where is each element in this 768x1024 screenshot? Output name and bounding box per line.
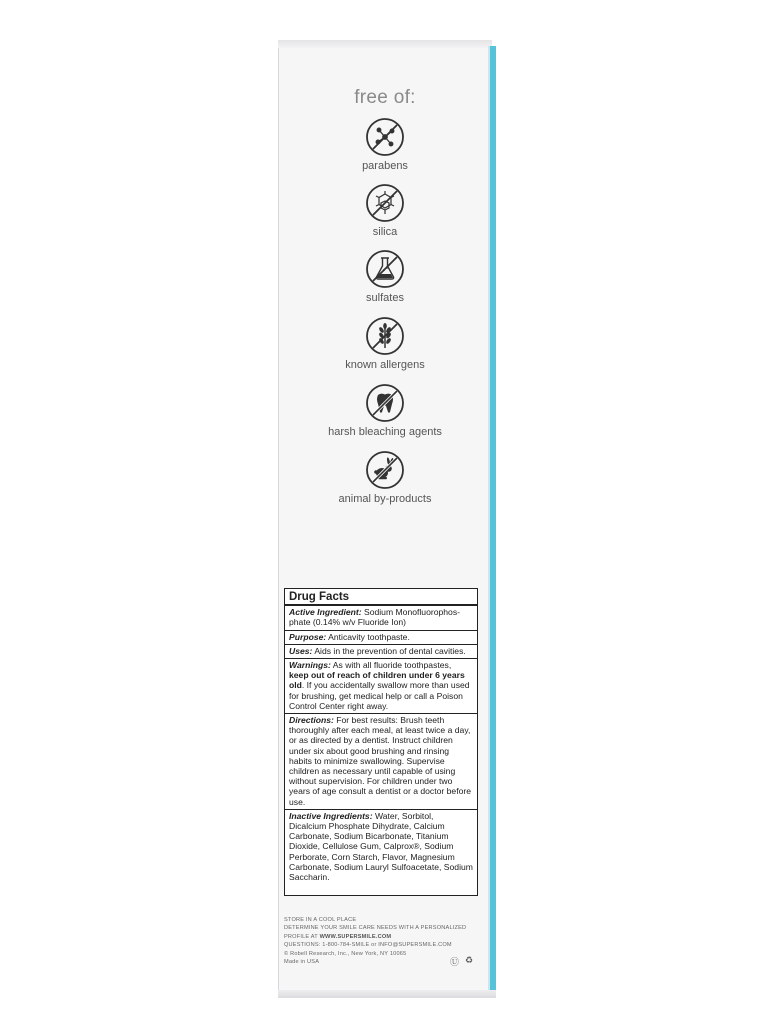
feature-label: sulfates: [366, 292, 404, 304]
active-ingredient-text: Sodium Monofluorophos- phate (0.14% w/v Fluoride Ion): [289, 607, 460, 628]
package-top-edge: [278, 40, 492, 48]
warnings-bold-text: keep out of reach of children under 6 years old: [289, 670, 465, 691]
feature-label: animal by-products: [338, 493, 432, 505]
store-instruction: STORE IN A COOL PLACE: [284, 917, 357, 923]
feature-harsh-bleaching-agents: [300, 383, 470, 438]
tooth-crossed-icon: [365, 383, 405, 423]
inactive-ingredients-label: Inactive Ingredients:: [289, 810, 373, 821]
directions-text: For best results: Brush teeth thoroughly after each meal, at least twice a day, or as directed by a dentist. Instruct children under six about good brushing and rinsing habits to minimize swallowing. Supervise children as necessary until capable of using without supervision. For children under two years of age consult a dentist or a doctor before use.: [289, 715, 472, 807]
determine-text: DETERMINE YOUR SMILE CARE NEEDS WITH A PERSONALIZED: [284, 925, 467, 932]
feature-label: known allergens: [345, 359, 425, 371]
feature-label: silica: [372, 226, 398, 238]
warnings-text: As with all fluoride toothpastes,: [330, 660, 452, 671]
purpose-section: [285, 631, 477, 645]
questions-text: QUESTIONS: 1-800-784-SMILE or INFO@SUPERSMILE.COM: [284, 942, 452, 949]
warnings-section: [285, 659, 477, 714]
recycle-icon: ♻: [465, 955, 474, 965]
inactive-ingredients-section: [285, 810, 477, 884]
drug-facts-title: Drug Facts: [285, 589, 477, 606]
feature-silica: [300, 183, 470, 238]
sulfate-flask-crossed-icon: [365, 249, 405, 289]
directions-label: Directions:: [289, 715, 334, 726]
active-ingredient-label: Active Ingredient:: [289, 607, 362, 618]
kosher-symbol-icon: Ⓤ: [450, 957, 460, 967]
made-in-text: Made in USA: [284, 959, 320, 966]
profile-line: [284, 933, 484, 941]
feature-label: harsh bleaching agents: [328, 426, 442, 438]
free-of-title: free of:: [354, 87, 416, 108]
silica-crystal-crossed-icon: [365, 183, 405, 223]
purpose-label: Purpose:: [289, 631, 327, 642]
rabbit-crossed-icon: [365, 450, 405, 490]
feature-sulfates: [300, 249, 470, 304]
purpose-text: Anticavity toothpaste.: [326, 631, 410, 642]
uses-text: Aids in the prevention of dental cavities.: [312, 645, 466, 656]
paraben-molecule-crossed-icon: [365, 117, 405, 157]
profile-text: PROFILE AT: [284, 933, 320, 940]
feature-parabens: [300, 117, 470, 172]
warnings-text-continued: . If you accidentally swallow more than used for brushing, get medical help or call a Poison Control Center right away.: [289, 680, 470, 711]
website-text: WWW.SUPERSMILE.COM: [319, 933, 392, 940]
wheat-crossed-icon: [365, 316, 405, 356]
directions-section: [285, 714, 477, 810]
package-accent-stripe: [490, 46, 496, 994]
uses-label: Uses:: [289, 645, 313, 656]
active-ingredient-section: [285, 606, 477, 630]
warnings-label: Warnings:: [289, 660, 331, 671]
inactive-ingredients-text: Water, Sorbitol, Dicalcium Phosphate Dihydrate, Calcium Carbonate, Sodium Bicarbonate, Titanium Dioxide, Cellulose Gum, Calprox®, Sodium Perborate, Corn Starch, Flavor, Magnesium Carbonate, Sodium Lauryl Sulfoacetate, Sodium Saccharin.: [289, 810, 473, 883]
drug-facts-panel: [284, 588, 478, 896]
feature-label: parabens: [362, 160, 408, 172]
package-bottom-edge: [278, 990, 496, 998]
feature-animal-by-products: [300, 450, 470, 505]
copyright-text: © Robell Research, Inc., New York, NY 10065: [284, 950, 407, 957]
feature-known-allergens: [300, 316, 470, 371]
uses-section: [285, 645, 477, 659]
